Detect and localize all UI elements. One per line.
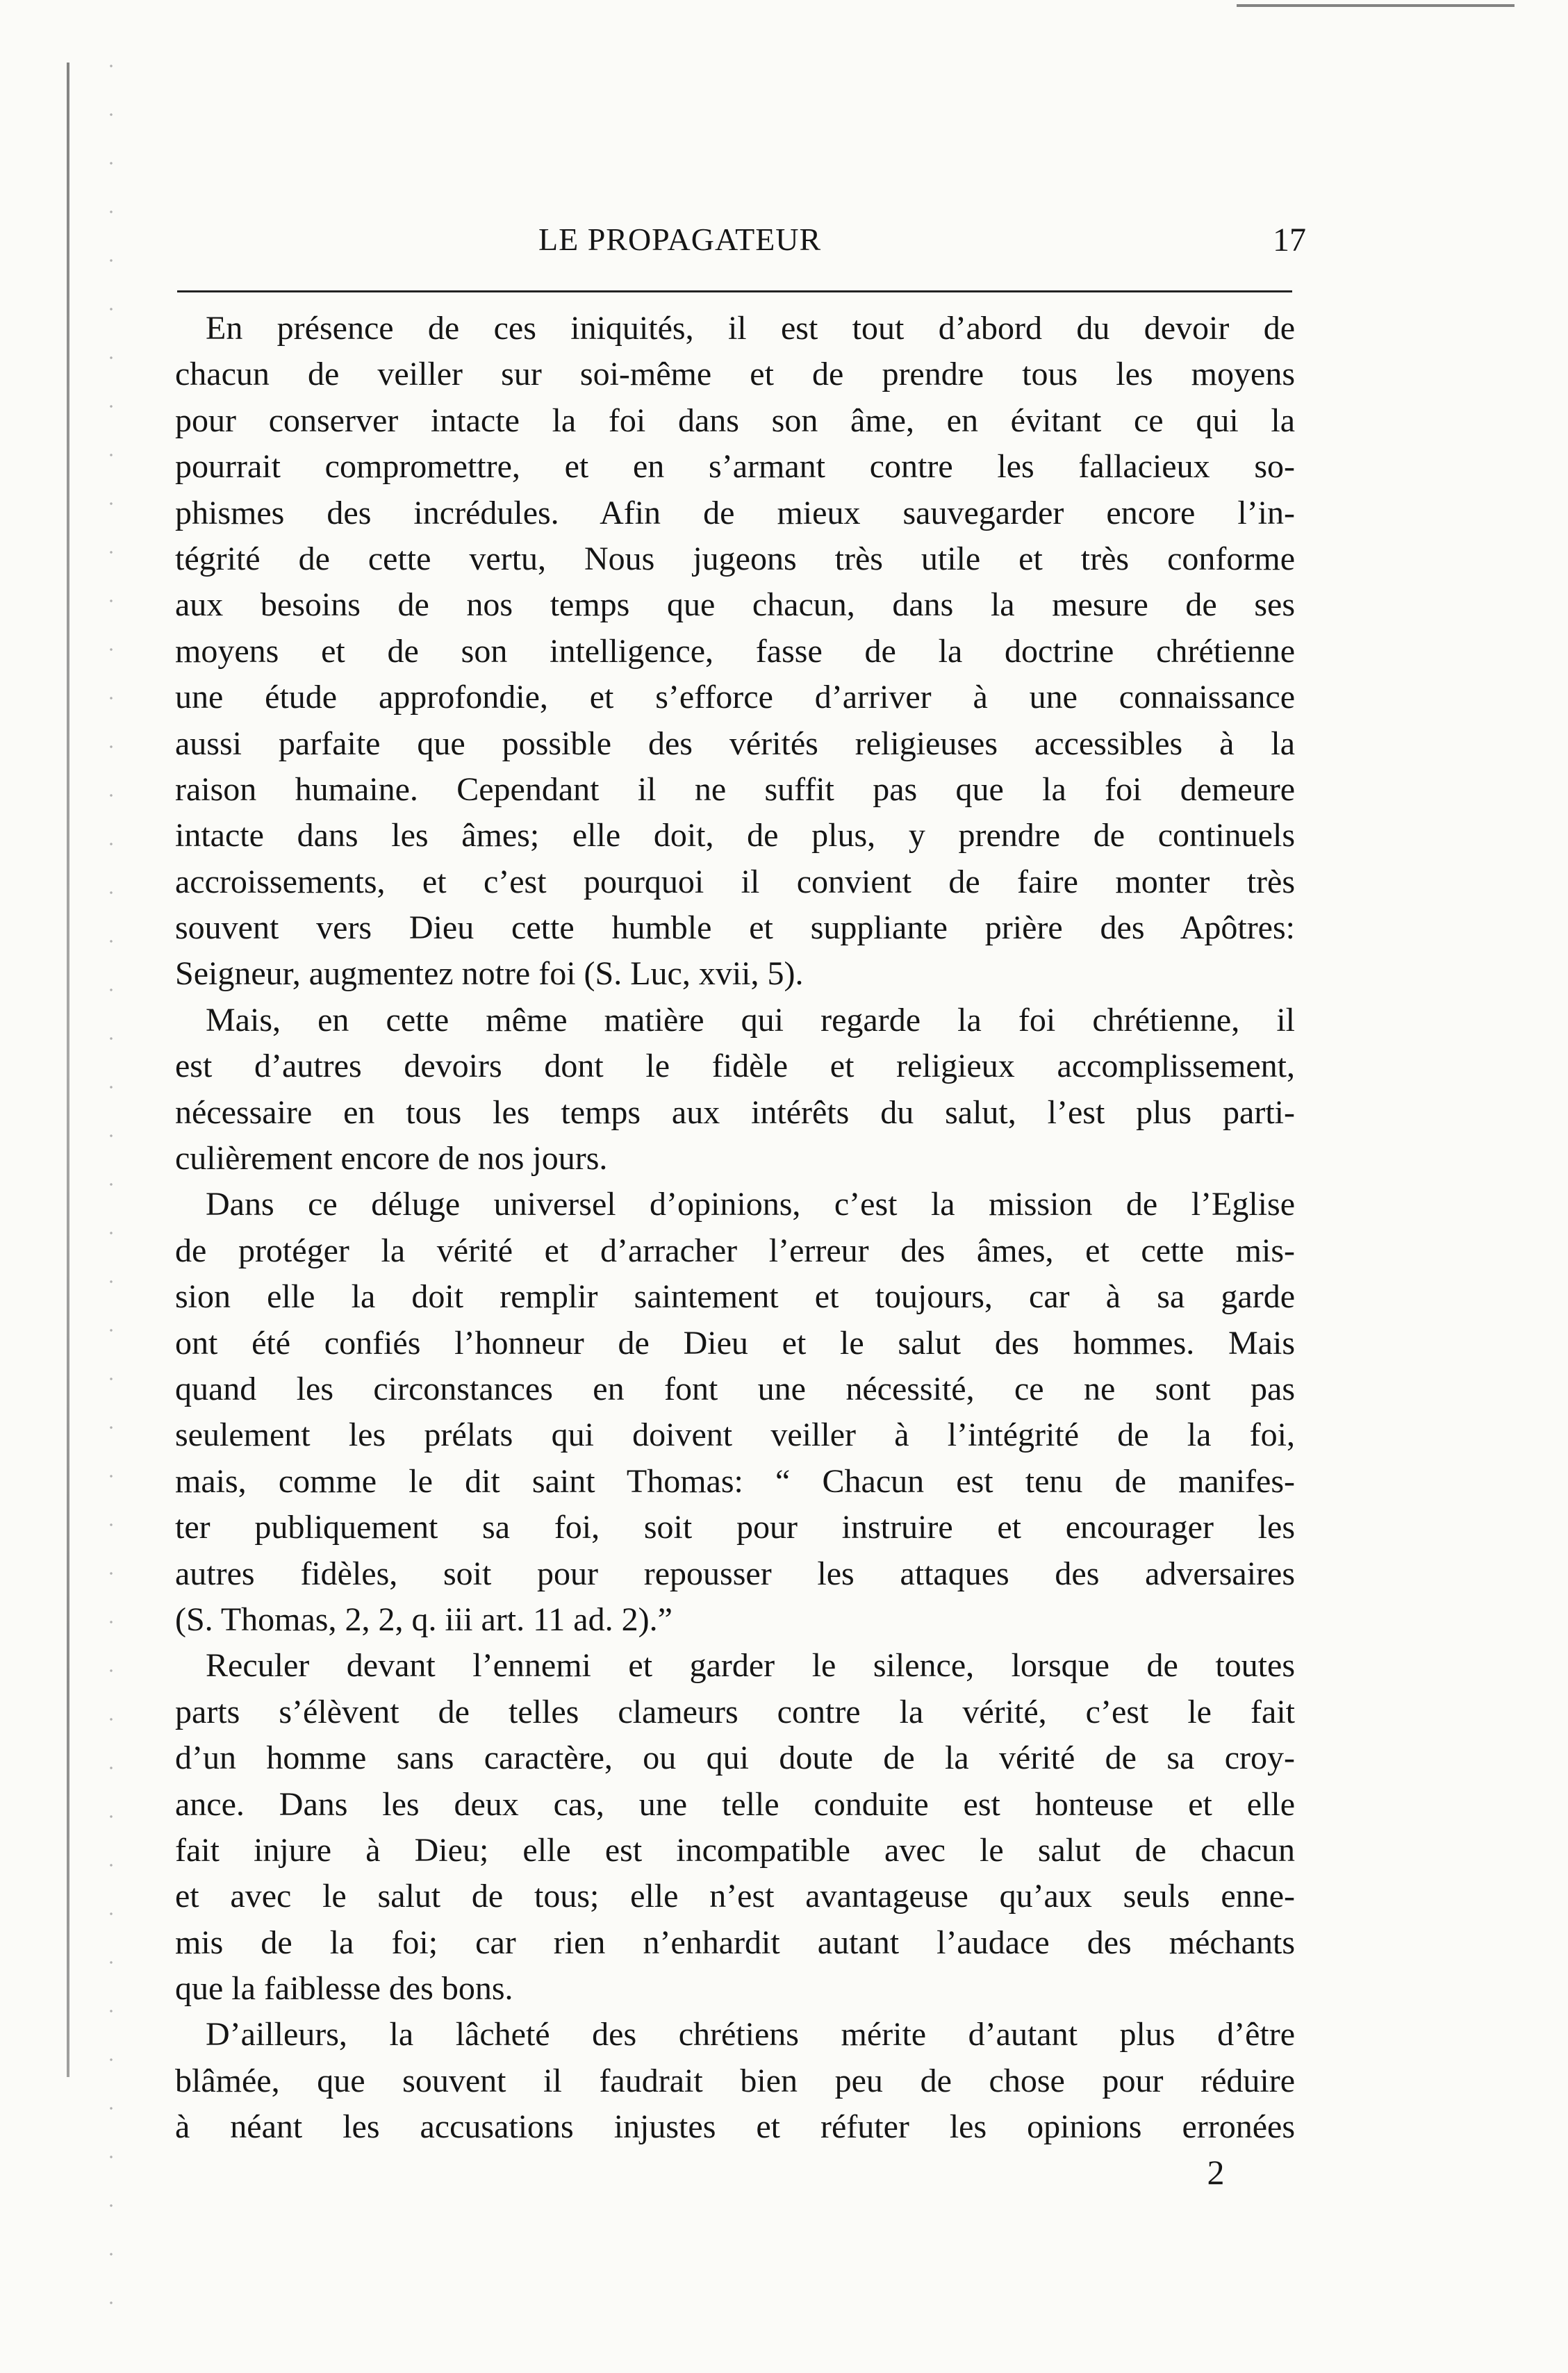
text-line: à néant les accusations injustes et réfuter les opinions erronées [175, 2108, 1295, 2146]
text-line: raison humaine. Cependant il ne suffit pas que la foi demeure [175, 770, 1295, 808]
text-line: intacte dans les âmes; elle doit, de plus, y prendre de continuels [175, 817, 1295, 854]
running-title: LE PROPAGATEUR [538, 222, 822, 257]
text-line: souvent vers Dieu cette humble et suppliante prière des Apôtres: [175, 909, 1295, 947]
text-line: de protéger la vérité et d’arracher l’erreur des âmes, et cette mis- [175, 1232, 1295, 1269]
text-line: Reculer devant l’ennemi et garder le silence, lorsque de toutes [206, 1647, 1295, 1685]
text-line: culièrement encore de nos jours. [175, 1140, 608, 1177]
text-line: blâmée, que souvent il faudrait bien peu de chose pour réduire [175, 2062, 1295, 2099]
page-number: 17 [1273, 222, 1306, 258]
text-line: nécessaire en tous les temps aux intérêts du salut, l’est plus parti- [175, 1093, 1295, 1131]
text-line: autres fidèles, soit pour repousser les attaques des adversaires [175, 1555, 1295, 1592]
text-line: mais, comme le dit saint Thomas: “ Chacun est tenu de manifes- [175, 1462, 1295, 1500]
text-line: fait injure à Dieu; elle est incompatible avec le salut de chacun [175, 1831, 1295, 1869]
text-line: sion elle la doit remplir saintement et toujours, car à sa garde [175, 1278, 1295, 1316]
text-line: En présence de ces iniquités, il est tout d’abord du devoir de [206, 310, 1295, 347]
text-line: pourrait compromettre, et en s’armant contre les fallacieux so- [175, 448, 1295, 486]
text-line: que la faiblesse des bons. [175, 1970, 513, 2008]
text-line: tégrité de cette vertu, Nous jugeons très utile et très conforme [175, 540, 1295, 577]
page-header [167, 221, 1306, 263]
text-line: Seigneur, augmentez notre foi (S. Luc, xvii, 5). [175, 955, 804, 993]
text-line: mis de la foi; car rien n’enhardit autant l’audace des méchants [175, 1924, 1295, 1961]
text-line: aux besoins de nos temps que chacun, dans la mesure de ses [175, 586, 1295, 624]
text-line: et avec le salut de tous; elle n’est avantageuse qu’aux seuls enne- [175, 1878, 1295, 1915]
scan-edge-mark [1237, 4, 1515, 7]
text-line: phismes des incrédules. Afin de mieux sauvegarder encore l’in- [175, 494, 1295, 531]
text-line: D’ailleurs, la lâcheté des chrétiens mérite d’autant plus d’être [206, 2016, 1295, 2053]
text-line: ance. Dans les deux cas, une telle conduite est honteuse et elle [175, 1785, 1295, 1823]
text-line: pour conserver intacte la foi dans son âme, en évitant ce qui la [175, 402, 1295, 439]
text-line: d’un homme sans caractère, ou qui doute de la vérité de sa croy- [175, 1739, 1295, 1777]
text-line: seulement les prélats qui doivent veiller à l’intégrité de la foi, [175, 1416, 1295, 1454]
text-line: chacun de veiller sur soi-même et de prendre tous les moyens [175, 356, 1295, 393]
text-line: quand les circonstances en font une nécessité, ce ne sont pas [175, 1370, 1295, 1407]
text-line: Mais, en cette même matière qui regarde la foi chrétienne, il [206, 1001, 1295, 1039]
signature-mark: 2 [1207, 2153, 1225, 2192]
text-line: accroissements, et c’est pourquoi il convient de faire monter très [175, 863, 1295, 900]
body-text [175, 306, 1295, 2151]
text-line: aussi parfaite que possible des vérités religieuses accessibles à la [175, 725, 1295, 762]
text-line: moyens et de son intelligence, fasse de la doctrine chrétienne [175, 632, 1295, 670]
text-line: ter publiquement sa foi, soit pour instruire et encourager les [175, 1509, 1295, 1546]
text-line: Dans ce déluge universel d’opinions, c’est la mission de l’Eglise [206, 1186, 1295, 1223]
text-line: (S. Thomas, 2, 2, q. iii art. 11 ad. 2).” [175, 1601, 672, 1638]
text-line: ont été confiés l’honneur de Dieu et le salut des hommes. Mais [175, 1324, 1295, 1362]
text-line: une étude approfondie, et s’efforce d’arriver à une connaissance [175, 679, 1295, 716]
text-line: parts s’élèvent de telles clameurs contre la vérité, c’est le fait [175, 1693, 1295, 1730]
scan-noise [104, 42, 118, 2334]
text-line: est d’autres devoirs dont le fidèle et religieux accomplissement, [175, 1048, 1295, 1085]
header-rule [177, 290, 1292, 292]
binding-edge [67, 63, 69, 2077]
